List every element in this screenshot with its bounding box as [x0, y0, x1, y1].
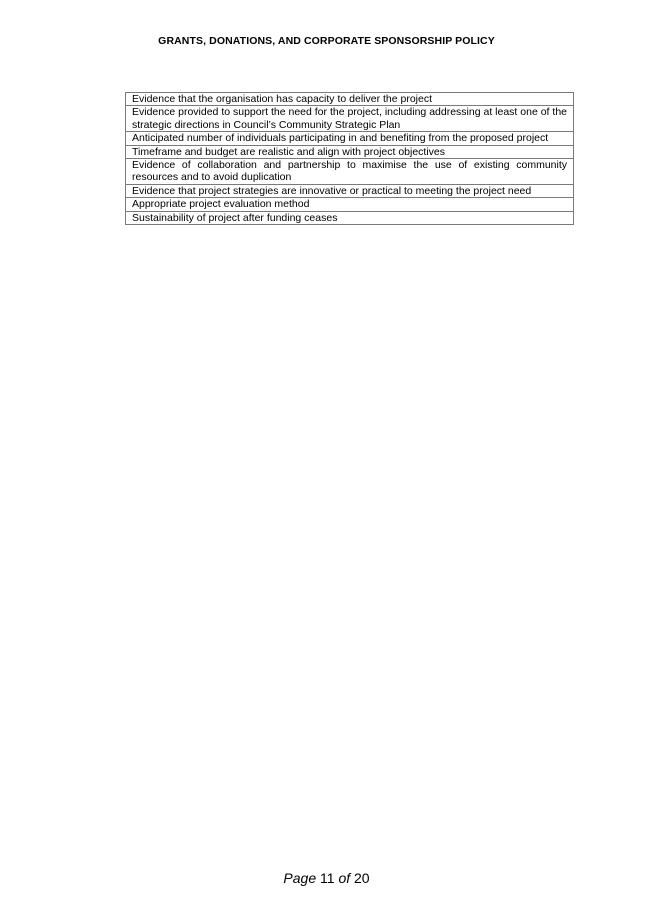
table-row [126, 106, 574, 132]
of-word: of [338, 870, 351, 886]
table-row [126, 159, 574, 185]
table-row [126, 93, 574, 106]
criteria-cell: Evidence that the organisation has capacity to deliver the project [126, 93, 574, 106]
current-page-number: 11 [320, 870, 335, 886]
criteria-cell: Evidence of collaboration and partnership to maximise the use of existing community resources and to avoid duplication [126, 159, 574, 185]
criteria-cell: Timeframe and budget are realistic and align with project objectives [126, 145, 574, 158]
criteria-cell: Evidence provided to support the need for the project, including addressing at least one of the strategic directions in Council’s Community Strategic Plan [126, 106, 574, 132]
criteria-cell: Appropriate project evaluation method [126, 198, 574, 211]
criteria-cell: Evidence that project strategies are innovative or practical to meeting the project need [126, 184, 574, 197]
page-number-footer [0, 870, 653, 886]
criteria-cell: Sustainability of project after funding ceases [126, 211, 574, 224]
table-row [126, 145, 574, 158]
assessment-criteria-table [125, 92, 574, 225]
table-row [126, 132, 574, 145]
table-row [126, 198, 574, 211]
page-word: Page [283, 870, 317, 886]
criteria-cell: Anticipated number of individuals participating in and benefiting from the proposed project [126, 132, 574, 145]
page-header-title: GRANTS, DONATIONS, AND CORPORATE SPONSORSHIP POLICY [158, 35, 495, 47]
table-row [126, 184, 574, 197]
total-pages-number: 20 [354, 870, 370, 886]
table-row [126, 211, 574, 224]
